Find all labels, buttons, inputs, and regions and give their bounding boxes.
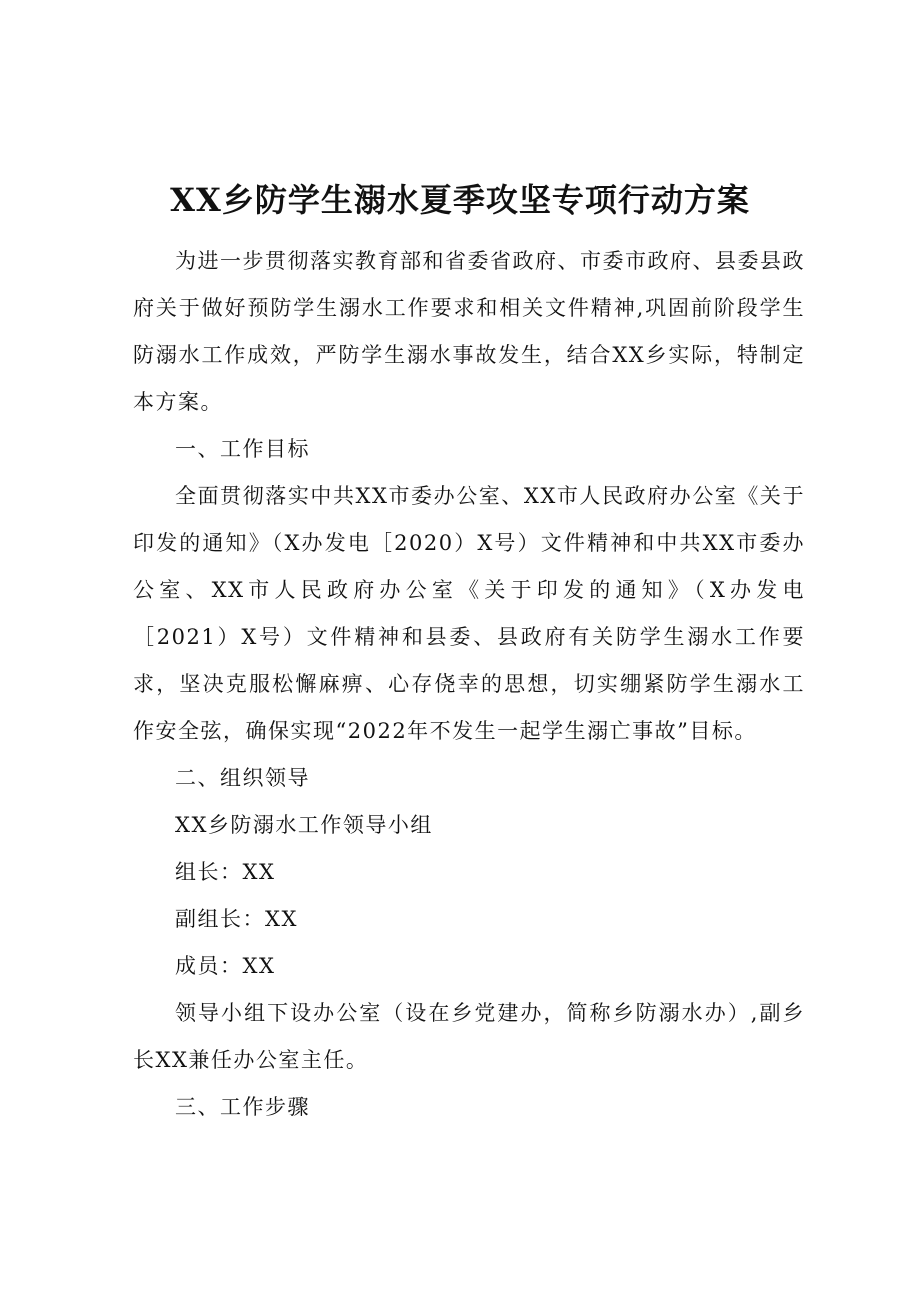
office-paragraph: 领导小组下设办公室（设在乡党建办，简称乡防溺水办）,副乡长XX兼任办公室主任。 xyxy=(133,1001,805,1072)
group-members: 成员：XX xyxy=(175,954,276,978)
section-heading-goals: 一、工作目标 xyxy=(175,437,310,461)
deputy-leader: 副组长：XX xyxy=(175,907,298,931)
goals-paragraph: 全面贯彻落实中共XX市委办公室、XX市人民政府办公室《关于印发的通知》（X办发电［2020）X号）文件精神和中共XX市委办公室、XX市人民政府办公室《关于印发的通知》（X办发电［2021）X号）文件精神和县委、县政府有关防学生溺水工作要求，坚决克服松懈麻痹、心存侥幸的思想，切实绷紧防学生溺水工作安全弦，确保实现“2022年不发生一起学生溺亡事故”目标。 xyxy=(133,484,805,743)
leading-group-name: XX乡防溺水工作领导小组 xyxy=(175,813,433,837)
group-leader: 组长：XX xyxy=(175,860,276,884)
section-heading-organization: 二、组织领导 xyxy=(175,766,310,790)
section-heading-steps: 三、工作步骤 xyxy=(175,1095,310,1119)
document-title: XX乡防学生溺水夏季攻坚专项行动方案 xyxy=(170,181,750,219)
intro-paragraph: 为进一步贯彻落实教育部和省委省政府、市委市政府、县委县政府关于做好预防学生溺水工作要求和相关文件精神,巩固前阶段学生防溺水工作成效，严防学生溺水事故发生，结合XX乡实际，特制定本方案。 xyxy=(133,249,805,414)
document-body xyxy=(133,238,805,1131)
